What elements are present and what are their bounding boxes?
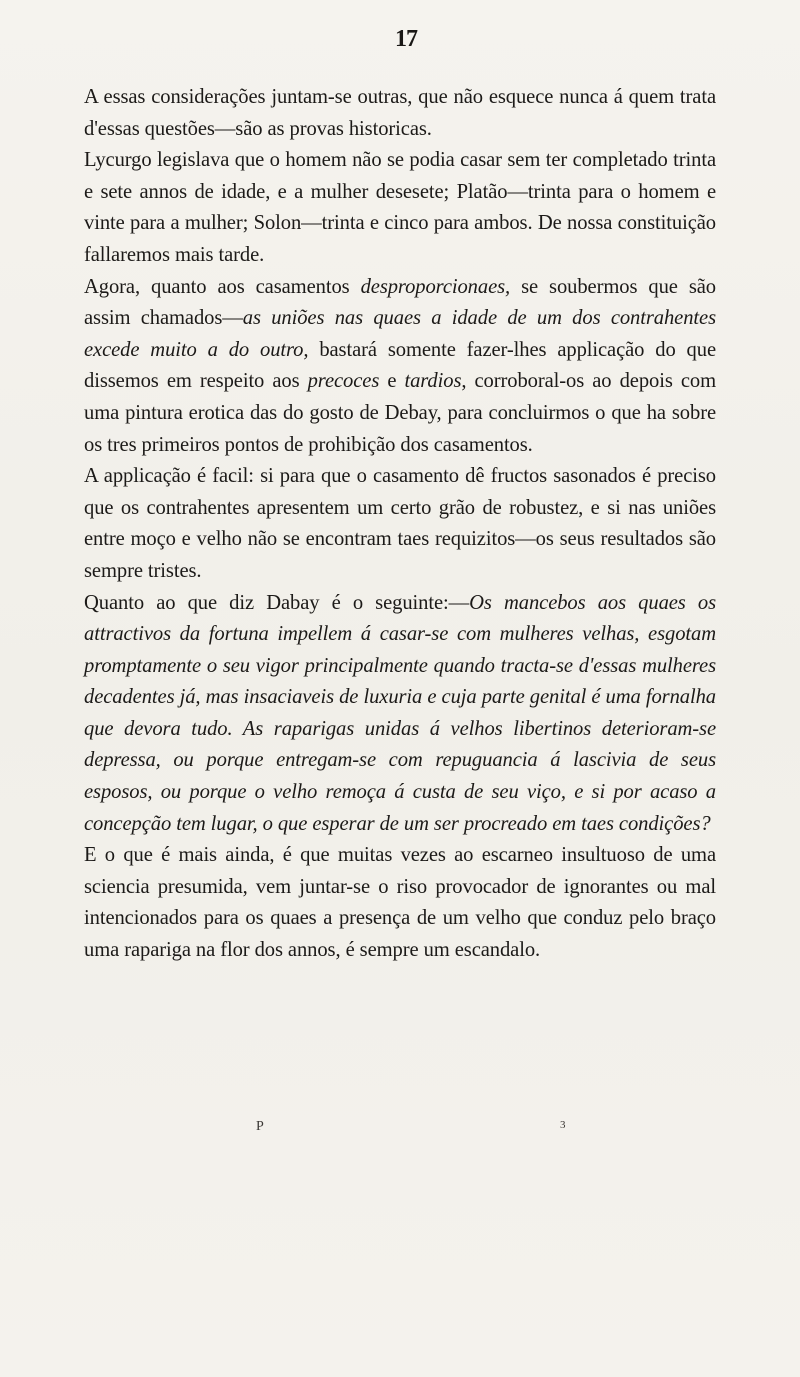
page-number: 17 xyxy=(395,26,417,52)
text-run: Lycurgo legislava que o homem não se podia casar sem ter completado trinta e sete annos de idade, e a mulher desesete; Platão—trinta para o homem e vinte para a mulher; Solon—trinta e cinco para ambos. De nossa constituição fallaremos mais tarde. xyxy=(84,149,716,266)
text-run: Agora, quanto aos casamentos xyxy=(84,275,361,298)
paragraph xyxy=(84,145,716,271)
italic-text: precoces xyxy=(307,370,380,393)
italic-text: tardios xyxy=(404,370,462,393)
text-run: e xyxy=(379,370,405,393)
text-run: Quanto ao que diz Dabay é o seguinte:— xyxy=(84,591,470,614)
signature-number: 3 xyxy=(560,1119,566,1131)
paragraph xyxy=(84,461,716,587)
paragraph xyxy=(84,588,716,841)
italic-text: Os mancebos aos quaes os attractivos da fortuna impellem á casar-se com mulheres velhas, esgotam promptamente o seu vigor principalmente quando tracta-se d'essas mulheres decadentes já, mas insaciaveis de luxuria e cuja parte genital é uma fornalha que devora tudo. As raparigas unidas á velhos libertinos deterioram-se depressa, ou porque entregam-se com repuguancia á lascivia de seus esposos, ou porque o velho remoça á custa de seu viço, e si por acaso a concepção tem lugar, o que esperar de um ser procreado em taes condições? xyxy=(84,591,717,835)
text-run: A applicação é facil: si para que o casamento dê fructos sasonados é preciso que os contrahentes apresentem um certo grão de robustez, e si nas uniões entre moço e velho não se encontram taes requizitos—os seus resultados são sempre tristes. xyxy=(84,465,716,582)
text-run: , corroboral-os ao depois com uma pintura erotica das do gosto de Debay, para concluirmos o que ha sobre os tres primeiros pontos de prohibição dos casamentos. xyxy=(84,370,716,456)
paragraph xyxy=(84,840,716,966)
paragraph xyxy=(84,82,716,145)
body-text xyxy=(84,82,716,967)
text-run: bastará somente fazer-lhes applicação do que dissemos em respeito aos xyxy=(84,338,716,393)
italic-text: desproporcionaes, xyxy=(360,275,511,298)
text-run: A essas considerações juntam-se outras, que não esquece nunca á quem trata d'essas questões—são as provas historicas. xyxy=(84,86,716,140)
signature-mark: P xyxy=(256,1119,264,1134)
italic-text: as uniões nas quaes a idade de um dos contrahentes excede muito a do outro, xyxy=(84,307,716,361)
paragraph xyxy=(84,272,716,462)
text-run: se soubermos que são assim chamados— xyxy=(84,275,716,330)
text-run: E o que é mais ainda, é que muitas vezes ao escarneo insultuoso de uma sciencia presumida, vem juntar-se o riso provocador de ignorantes ou mal intencionados para os quaes a presença de um velho que conduz pelo braço uma rapariga na flor dos annos, é sempre um escandalo. xyxy=(84,844,716,962)
